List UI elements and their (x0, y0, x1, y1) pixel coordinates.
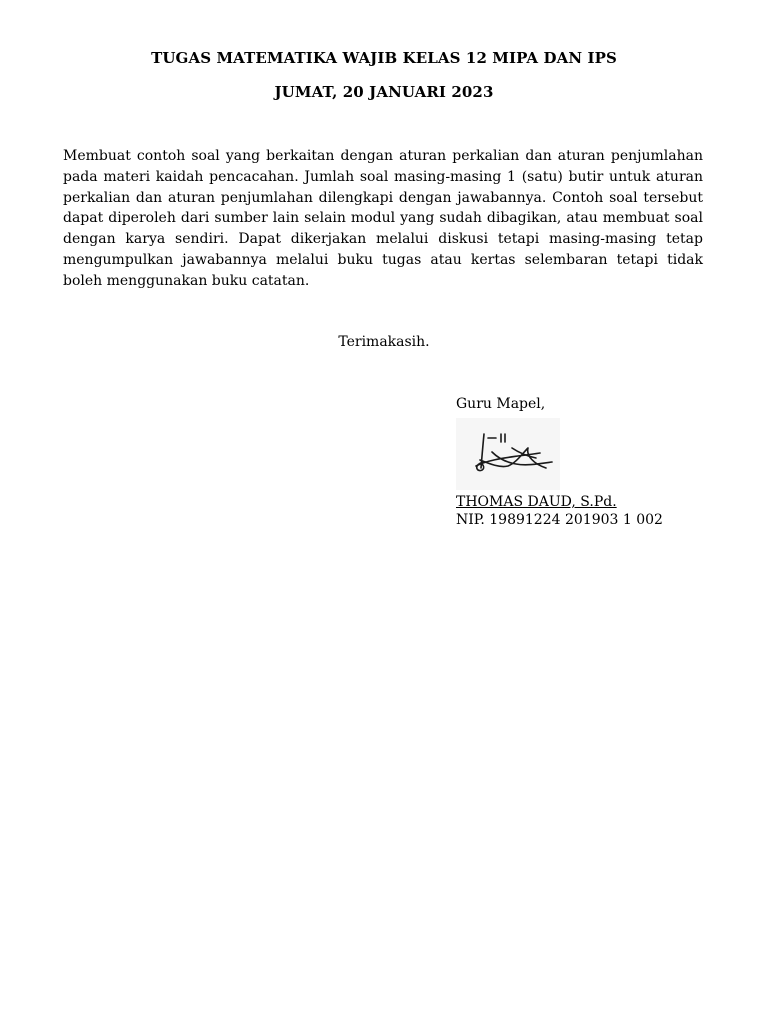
document-title: TUGAS MATEMATIKA WAJIB KELAS 12 MIPA DAN IPS (151, 49, 617, 67)
signature-block (456, 396, 736, 530)
signer-name: THOMAS DAUD, S.Pd. (456, 494, 617, 510)
handwritten-signature-icon (456, 418, 560, 490)
signer-nip: NIP. 19891224 201903 1 002 (456, 512, 663, 528)
assignment-instructions: Membuat contoh soal yang berkaitan dengan aturan perkalian dan aturan penjumlahan pada materi kaidah pencacahan. Jumlah soal masing-masing 1 (satu) butir untuk aturan perkalian dan aturan penjumlahan dilengkapi dengan jawabannya. Contoh soal tersebut dapat diperoleh dari sumber lain selain modul yang sudah dibagikan, atau membuat soal dengan karya sendiri. Dapat dikerjakan melalui diskusi tetapi masing-masing tetap mengumpulkan jawabannya melalui buku tugas atau kertas selembaran tetapi tidak boleh menggunakan buku catatan. (63, 148, 703, 289)
signer-role: Guru Mapel, (456, 396, 546, 412)
closing-text: Terimakasih. (338, 334, 430, 350)
document-date: JUMAT, 20 JANUARI 2023 (274, 83, 494, 101)
